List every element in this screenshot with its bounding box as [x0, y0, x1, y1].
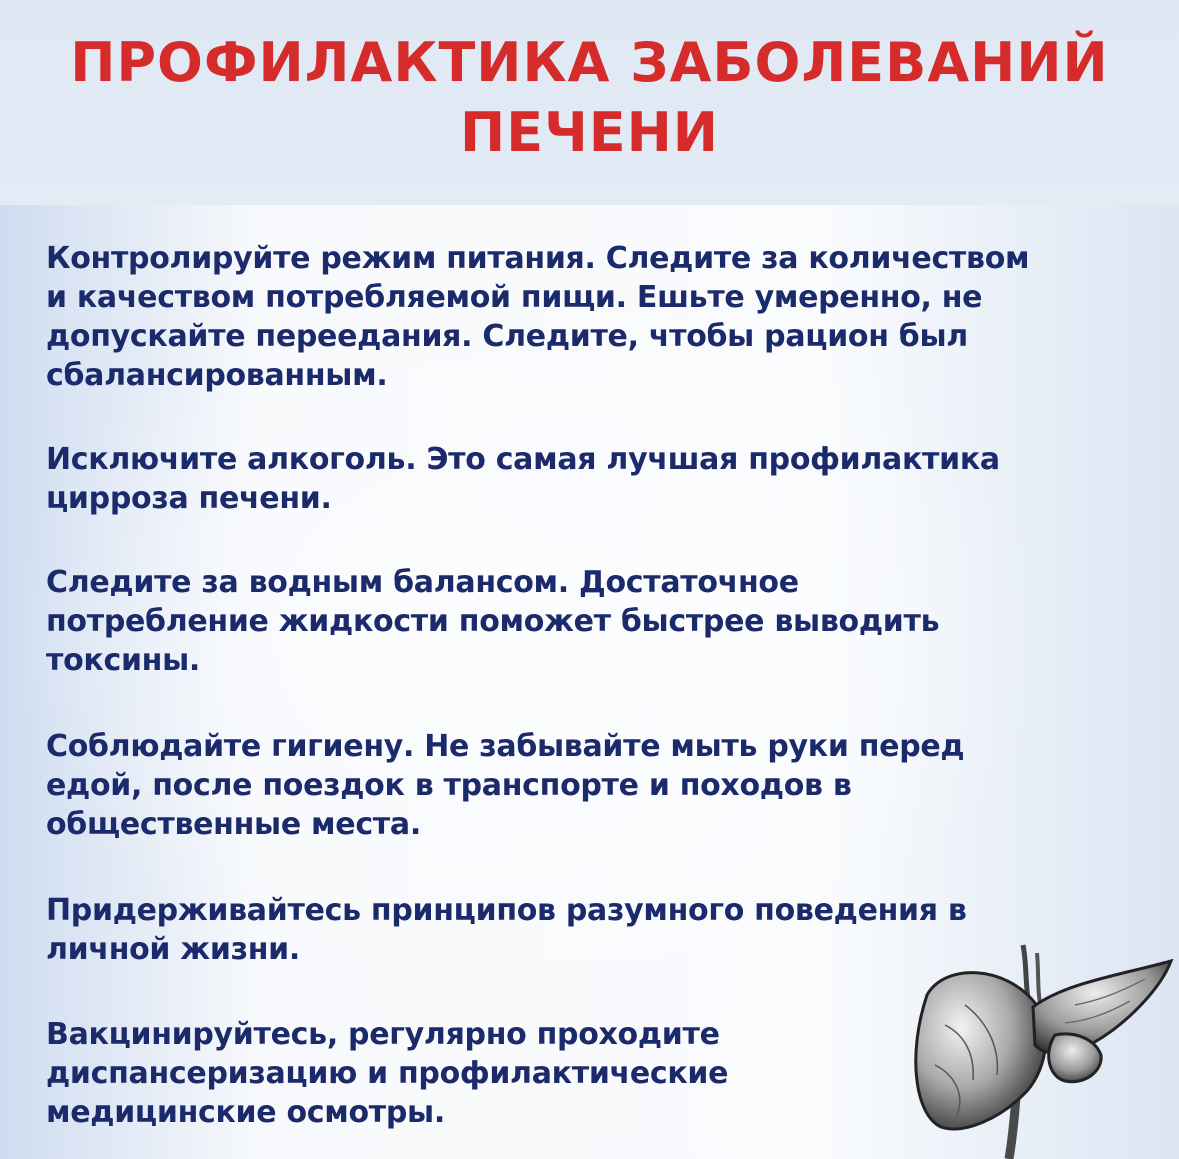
tip-water-balance: Следите за водным балансом. Достаточное потребление жидкости поможет быстрее выводить токсины.: [46, 565, 940, 678]
tip-behavior: Придерживайтесь принципов разумного поведения в личной жизни.: [46, 893, 967, 967]
tip-vaccination: Вакцинируйтесь, регулярно проходите диспансеризацию и профилактические медицинские осмотры.: [46, 1017, 729, 1130]
liver-icon: [905, 935, 1175, 1159]
page-title: ПРОФИЛАКТИКА ЗАБОЛЕВАНИЙ ПЕЧЕНИ: [70, 31, 1109, 164]
tip-nutrition: Контролируйте режим питания. Следите за количеством и качеством потребляемой пищи. Ешьте умеренно, не допускайте переедания. Следите, чтобы рацион был сбалансированным.: [46, 241, 1030, 393]
tip-alcohol: Исключите алкоголь. Это самая лучшая профилактика цирроза печени.: [46, 442, 1000, 516]
header-band: [0, 0, 1179, 205]
tip-hygiene: Соблюдайте гигиену. Не забывайте мыть руки перед едой, после поездок в транспорте и походов в общественные места.: [46, 729, 965, 842]
